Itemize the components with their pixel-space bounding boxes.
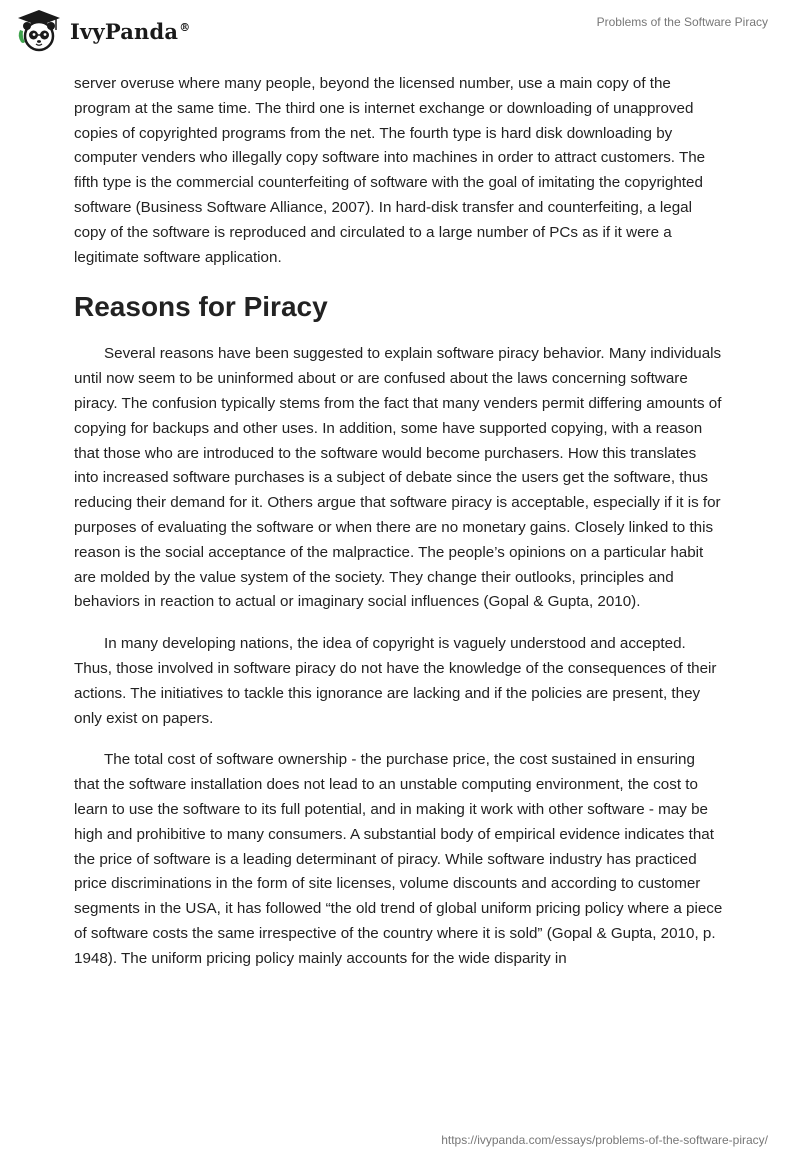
section-heading: Reasons for Piracy xyxy=(74,291,328,323)
source-url-link[interactable]: https://ivypanda.com/essays/problems-of-the-software-piracy/ xyxy=(441,1133,768,1147)
logo-text: IvyPanda® xyxy=(70,18,191,44)
essay-content xyxy=(74,72,724,989)
body-paragraph: The total cost of software ownership - the purchase price, the cost sustained in ensuring that the software installation does not lead to an unstable computing environment, the cost to learn to use the software to its full potential, and in making it work with other software - may be high and prohibitive to many consumers. A substantial body of empirical evidence indicates that the price of software is a leading determinant of piracy. While software industry has practiced price discriminations in the form of site licenses, volume discounts and according to customer segments in the USA, it has followed “the old trend of global uniform pricing policy where a piece of software costs the same irrespective of the country where it is sold” (Gopal & Gupta, 2010, p. 1948). The uniform pricing policy mainly accounts for the wide disparity in xyxy=(74,751,723,967)
page-header xyxy=(0,0,800,66)
intro-paragraph: server overuse where many people, beyond the licensed number, use a main copy of the program at the same time. The third one is internet exchange or downloading of unapproved copies of copyrighted programs from the net. The fourth type is hard disk downloading by computer venders who illegally copy software into machines in order to attract customers. The fifth type is the commercial counterfeiting of software with the goal of imitating the copyrighted software (Business Software Alliance, 2007). In hard-disk transfer and counterfeiting, a legal copy of the software is reproduced and circulated to a large number of PCs as if it were a legitimate software application. xyxy=(74,75,706,266)
body-paragraph: Several reasons have been suggested to explain software piracy behavior. Many individuals until now seem to be uninformed about or are confused about the laws concerning software piracy. The confusion typically stems from the fact that many venders permit differing amounts of copying for backups and other uses. In addition, some have supported copying, with a reason that those who are introduced to the software would become purchasers. How this translates into increased software purchases is a subject of debate since the users get the software, thus reducing their demand for it. Others argue that software piracy is acceptable, especially if it is for purposes of evaluating the software or when there are no monetary gains. Closely linked to this reason is the social acceptance of the malpractice. The people’s opinions on a particular habit are molded by the value system of the society. They change their outlooks, principles and behaviors in reaction to actual or imaginary social influences (Gopal & Gupta, 2010). xyxy=(74,345,722,611)
body-paragraph: In many developing nations, the idea of copyright is vaguely understood and accepted. Thus, those involved in software piracy do not have the knowledge of the consequences of their actions. The initiatives to tackle this ignorance are lacking and if the policies are present, they only exist on papers. xyxy=(74,635,717,727)
panda-graduate-icon xyxy=(14,8,64,54)
document-title: Problems of the Software Piracy xyxy=(596,15,768,29)
ivypanda-logo[interactable] xyxy=(14,8,190,54)
